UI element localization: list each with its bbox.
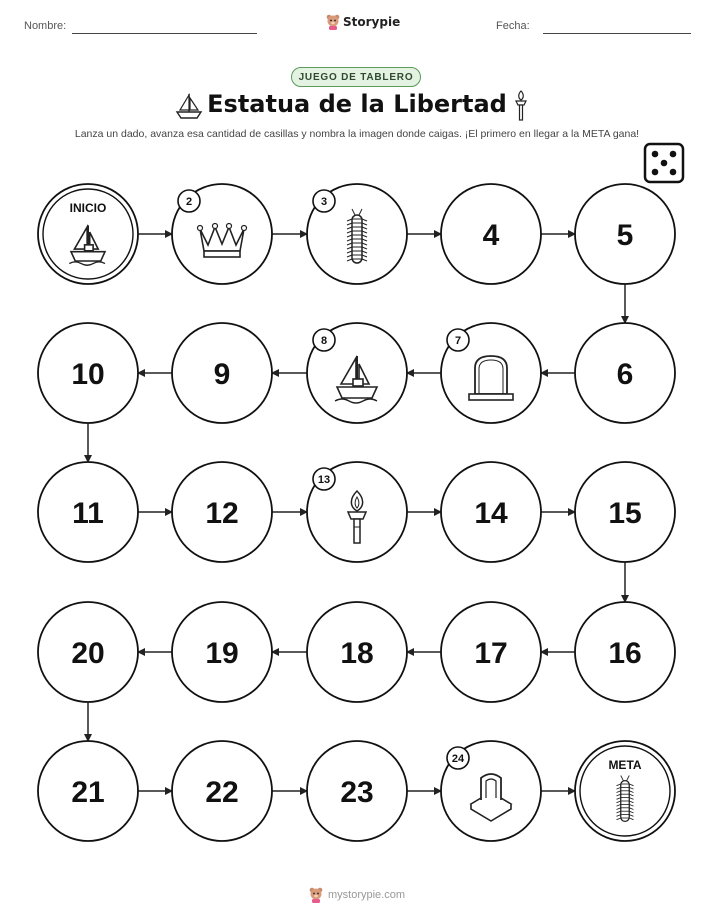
board-cell-20[interactable] (38, 602, 138, 702)
board-cell-8[interactable] (307, 323, 407, 423)
board-cell-1[interactable] (38, 184, 138, 284)
cell-number: 18 (340, 637, 374, 670)
board-cell-6[interactable] (575, 323, 675, 423)
cell-number: 20 (71, 637, 105, 670)
board-cell-21[interactable] (38, 741, 138, 841)
cell-number: 11 (72, 497, 104, 530)
cell-number: 23 (340, 776, 374, 809)
cell-number: 10 (71, 358, 105, 391)
board-cell-19[interactable] (172, 602, 272, 702)
board-cell-14[interactable] (441, 462, 541, 562)
cell-number: 13 (317, 474, 331, 486)
board-cell-23[interactable] (307, 741, 407, 841)
board-cell-15[interactable] (575, 462, 675, 562)
cell-number: 21 (71, 776, 105, 809)
cell-number: 9 (213, 358, 231, 391)
board-cell-2[interactable] (172, 184, 272, 284)
board-cell-18[interactable] (307, 602, 407, 702)
board-cell-22[interactable] (172, 741, 272, 841)
board-cell-12[interactable] (172, 462, 272, 562)
name-label: Nombre: (24, 20, 67, 32)
board-cell-11[interactable] (38, 462, 138, 562)
board-cell-13[interactable] (307, 462, 407, 562)
cell-number: 17 (474, 637, 508, 670)
footer (0, 887, 714, 903)
cell-number: 22 (205, 776, 239, 809)
instructions: Lanza un dado, avanza esa cantidad de casillas y nombra la imagen donde caigas. ¡El primero en llegar a la META gana! (74, 128, 640, 140)
board-cell-16[interactable] (575, 602, 675, 702)
cell-number: 3 (320, 196, 328, 208)
cell-number: 8 (320, 335, 328, 347)
cell-number: 12 (205, 497, 239, 530)
board-cell-10[interactable] (38, 323, 138, 423)
board-cell-17[interactable] (441, 602, 541, 702)
board-cell-24[interactable] (441, 741, 541, 841)
board-cell-9[interactable] (172, 323, 272, 423)
game-type-badge: JUEGO DE TABLERO (291, 67, 421, 87)
board-cell-7[interactable] (441, 323, 541, 423)
cell-number: 2 (185, 196, 193, 208)
tombstone-icon (469, 356, 513, 400)
cell-number: 24 (451, 753, 465, 765)
cell-number: 19 (205, 637, 239, 670)
board-cell-4[interactable] (441, 184, 541, 284)
footer-url[interactable]: mystorypie.com (327, 889, 406, 901)
cell-number: 14 (474, 497, 508, 530)
brand-name: Storypie (343, 15, 401, 29)
board-cell-25[interactable] (575, 741, 675, 841)
board-cell-5[interactable] (575, 184, 675, 284)
cell-number: 7 (454, 335, 462, 347)
cell-label: INICIO (69, 201, 107, 215)
cell-number: 4 (482, 219, 500, 252)
cell-number: 16 (608, 637, 642, 670)
cell-number: 15 (608, 497, 642, 530)
cell-number: 5 (616, 219, 634, 252)
date-label: Fecha: (496, 20, 530, 32)
board-cell-3[interactable] (307, 184, 407, 284)
cell-label: META (608, 758, 642, 772)
cell-number: 6 (616, 358, 634, 391)
page-title: Estatua de la Libertad (207, 90, 507, 118)
bear-mascot-icon (309, 887, 323, 903)
